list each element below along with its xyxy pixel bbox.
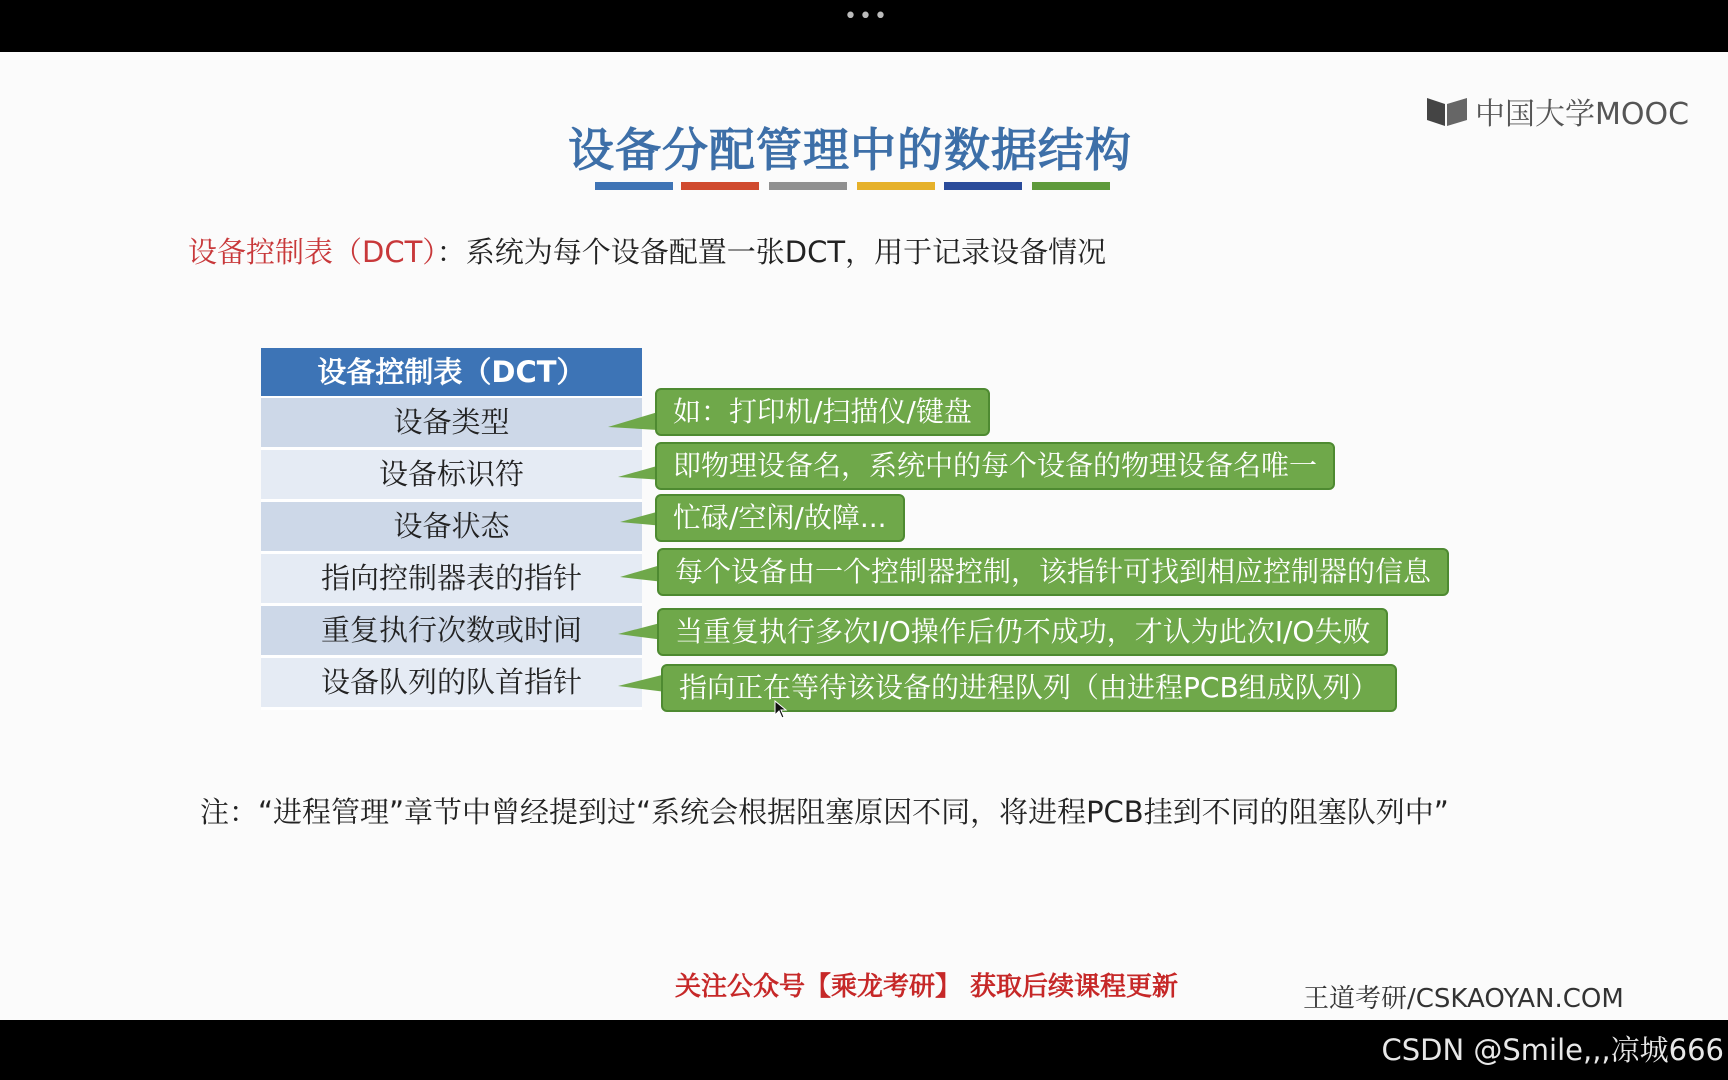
csdn-watermark: CSDN @Smile,,,凉城666: [1381, 1033, 1724, 1067]
footer-promo: 关注公众号【乘龙考研】 获取后续课程更新: [675, 972, 1179, 1002]
intro-highlight: 设备控制表（DCT）: [188, 235, 437, 269]
mouse-cursor-icon: [774, 700, 788, 720]
callout-device-type: 如：打印机/扫描仪/键盘: [655, 388, 990, 436]
intro-text: ：系统为每个设备配置一张DCT，用于记录设备情况: [436, 235, 1107, 269]
mooc-logo-text: 中国大学MOOC: [1475, 97, 1690, 132]
callout-controller-pointer: 每个设备由一个控制器控制，该指针可找到相应控制器的信息: [657, 548, 1449, 596]
slide: [0, 52, 1728, 1020]
window-top-bar: [0, 0, 1728, 52]
dct-row-controller-pointer: 指向控制器表的指针: [261, 554, 642, 606]
dct-table-header: 设备控制表（DCT）: [261, 348, 642, 398]
callout-device-status: 忙碌/空闲/故障...: [655, 494, 905, 542]
slide-title: 设备分配管理中的数据结构: [568, 123, 1132, 177]
menu-dots-icon[interactable]: •••: [844, 4, 889, 29]
callout-pointer-1: [608, 412, 658, 430]
note-text: 注：“进程管理”章节中曾经提到过“系统会根据阻塞原因不同，将进程PCB挂到不同的阻塞队列中”: [200, 795, 1449, 829]
callout-pointer-6: [618, 674, 666, 692]
dct-row-queue-head-pointer: 设备队列的队首指针: [261, 658, 642, 710]
dct-row-device-id: 设备标识符: [261, 450, 642, 502]
callout-device-id: 即物理设备名，系统中的每个设备的物理设备名唯一: [655, 442, 1335, 490]
callout-queue-head-pointer: 指向正在等待该设备的进程队列（由进程PCB组成队列）: [661, 664, 1397, 712]
dct-row-device-type: 设备类型: [261, 398, 642, 450]
callout-retry-count: 当重复执行多次I/O操作后仍不成功，才认为此次I/O失败: [657, 608, 1388, 656]
dct-row-device-status: 设备状态: [261, 502, 642, 554]
footer-site: 王道考研/CSKAOYAN.COM: [1303, 984, 1624, 1014]
dct-row-retry-count: 重复执行次数或时间: [261, 606, 642, 658]
